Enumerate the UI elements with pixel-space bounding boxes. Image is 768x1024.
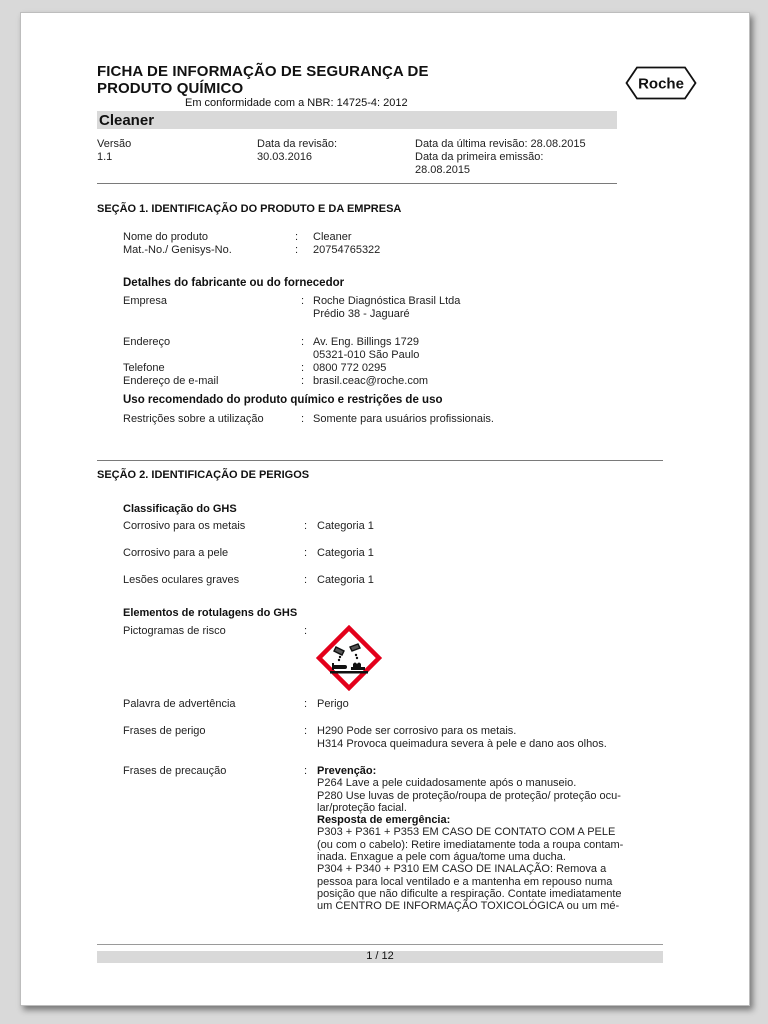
company-value (313, 295, 460, 320)
restrictions-label: Restrições sobre a utilização (123, 413, 264, 425)
product-name-value: Cleaner (313, 231, 352, 243)
class-label-eye: Lesões oculares graves (123, 574, 240, 586)
colon: : (304, 574, 308, 586)
colon: : (301, 375, 305, 387)
p280-line-1: P280 Use luvas de proteção/roupa de proteção/ proteção ocu- (317, 789, 621, 802)
class-value-skin: Categoria 1 (317, 547, 374, 559)
p304-line-1: P304 + P340 + P310 EM CASO DE INALAÇÃO: Remova a (317, 863, 607, 876)
version-block (97, 138, 131, 164)
signal-word-value: Perigo (317, 698, 349, 710)
footer-divider (97, 944, 663, 945)
email-value[interactable]: brasil.ceac@roche.com (313, 375, 429, 387)
p264: P264 Lave a pele cuidadosamente após o manuseio. (317, 777, 577, 790)
hazard-statements (317, 725, 607, 750)
colon: : (304, 725, 308, 737)
signal-word-label: Palavra de advertência (123, 698, 236, 710)
response-heading: Resposta de emergência: (317, 814, 451, 827)
first-emission-value: 28.08.2015 (415, 164, 471, 176)
revision-value: 30.03.2016 (257, 151, 313, 163)
precaution-statements (317, 765, 667, 913)
prevention-heading: Prevenção: (317, 765, 377, 777)
revision-label: Data da revisão: (257, 138, 338, 150)
company-line-1: Roche Diagnóstica Brasil Ltda (313, 295, 461, 307)
document-title (97, 63, 497, 97)
address-label: Endereço (123, 336, 171, 348)
conformity-note: Em conformidade com a NBR: 14725-4: 2012 (185, 97, 408, 109)
p303-line-1: P303 + P361 + P353 EM CASO DE CONTATO COM A PELE (317, 826, 616, 839)
colon: : (301, 413, 305, 425)
logo-text: Roche (638, 75, 684, 93)
page-number: 1 / 12 (366, 950, 394, 962)
corrosion-pictogram-icon (316, 625, 382, 696)
class-value-metals: Categoria 1 (317, 520, 374, 532)
roche-logo-icon (625, 66, 697, 105)
colon: : (304, 625, 308, 637)
version-label: Versão (97, 138, 132, 150)
section-1-title: SEÇÃO 1. IDENTIFICAÇÃO DO PRODUTO E DA EMPRESA (97, 203, 402, 215)
label-elements-heading: Elementos de rotulagens do GHS (123, 607, 298, 619)
colon: : (301, 362, 305, 374)
class-label-metals: Corrosivo para os metais (123, 520, 246, 532)
precaution-label: Frases de precaução (123, 765, 227, 777)
address-line-2: 05321-010 São Paulo (313, 348, 420, 361)
hazard-h314: H314 Provoca queimadura severa à pele e dano aos olhos. (317, 737, 607, 750)
p304-line-4: um CENTRO DE INFORMAÇÃO TOXICOLÓGICA ou um mé- (317, 900, 620, 913)
mat-value: 20754765322 (313, 244, 381, 256)
first-emission-label: Data da primeira emissão: (415, 151, 544, 163)
title-line-1: FICHA DE INFORMAÇÃO DE SEGURANÇA DE (97, 63, 429, 80)
colon: : (301, 295, 305, 307)
p303-line-2: (ou com o cabelo): Retire imediatamente toda a roupa contam- (317, 838, 624, 851)
colon: : (301, 336, 305, 348)
address-value (313, 336, 419, 361)
product-name: Cleaner (99, 112, 155, 129)
p280-line-2: lar/proteção facial. (317, 801, 407, 814)
use-heading: Uso recomendado do produto químico e restrições de uso (123, 394, 443, 406)
version-value: 1.1 (97, 151, 113, 163)
section-divider (97, 460, 663, 461)
title-line-2: PRODUTO QUÍMICO (97, 80, 244, 97)
restrictions-value: Somente para usuários profissionais. (313, 413, 494, 425)
manufacturer-heading: Detalhes do fabricante ou do fornecedor (123, 277, 345, 289)
dates-block (415, 138, 586, 177)
p304-line-2: pessoa para local ventilado e a mantenha em repouso numa (317, 875, 613, 888)
product-band (97, 111, 617, 129)
meta-divider (97, 183, 617, 184)
hazard-label: Frases de perigo (123, 725, 206, 737)
mat-label: Mat.-No./ Genisys-No. (123, 244, 232, 256)
class-value-eye: Categoria 1 (317, 574, 374, 586)
last-revision: Data da última revisão: 28.08.2015 (415, 138, 586, 150)
p303-line-3: inada. Enxague a pele com água/tome uma ducha. (317, 851, 566, 864)
colon: : (295, 231, 299, 243)
colon: : (304, 698, 308, 710)
section-2-title: SEÇÃO 2. IDENTIFICAÇÃO DE PERIGOS (97, 469, 310, 481)
hazard-h290: H290 Pode ser corrosivo para os metais. (317, 725, 517, 737)
phone-label: Telefone (123, 362, 165, 374)
colon: : (304, 547, 308, 559)
product-name-label: Nome do produto (123, 231, 208, 243)
address-line-1: Av. Eng. Billings 1729 (313, 336, 419, 348)
colon: : (304, 520, 308, 532)
colon: : (295, 244, 299, 256)
class-label-skin: Corrosivo para a pele (123, 547, 229, 559)
company-line-2: Prédio 38 - Jaguaré (313, 307, 410, 320)
ghs-heading: Classificação do GHS (123, 503, 237, 515)
colon: : (304, 765, 308, 777)
company-label: Empresa (123, 295, 168, 307)
email-label: Endereço de e-mail (123, 375, 219, 387)
p304-line-3: posição que não dificulte a respiração. Contate imediatamente (317, 887, 622, 900)
revision-block (257, 138, 337, 164)
phone-value: 0800 772 0295 (313, 362, 387, 374)
document-page (20, 12, 750, 1006)
pictogram-label: Pictogramas de risco (123, 625, 226, 637)
